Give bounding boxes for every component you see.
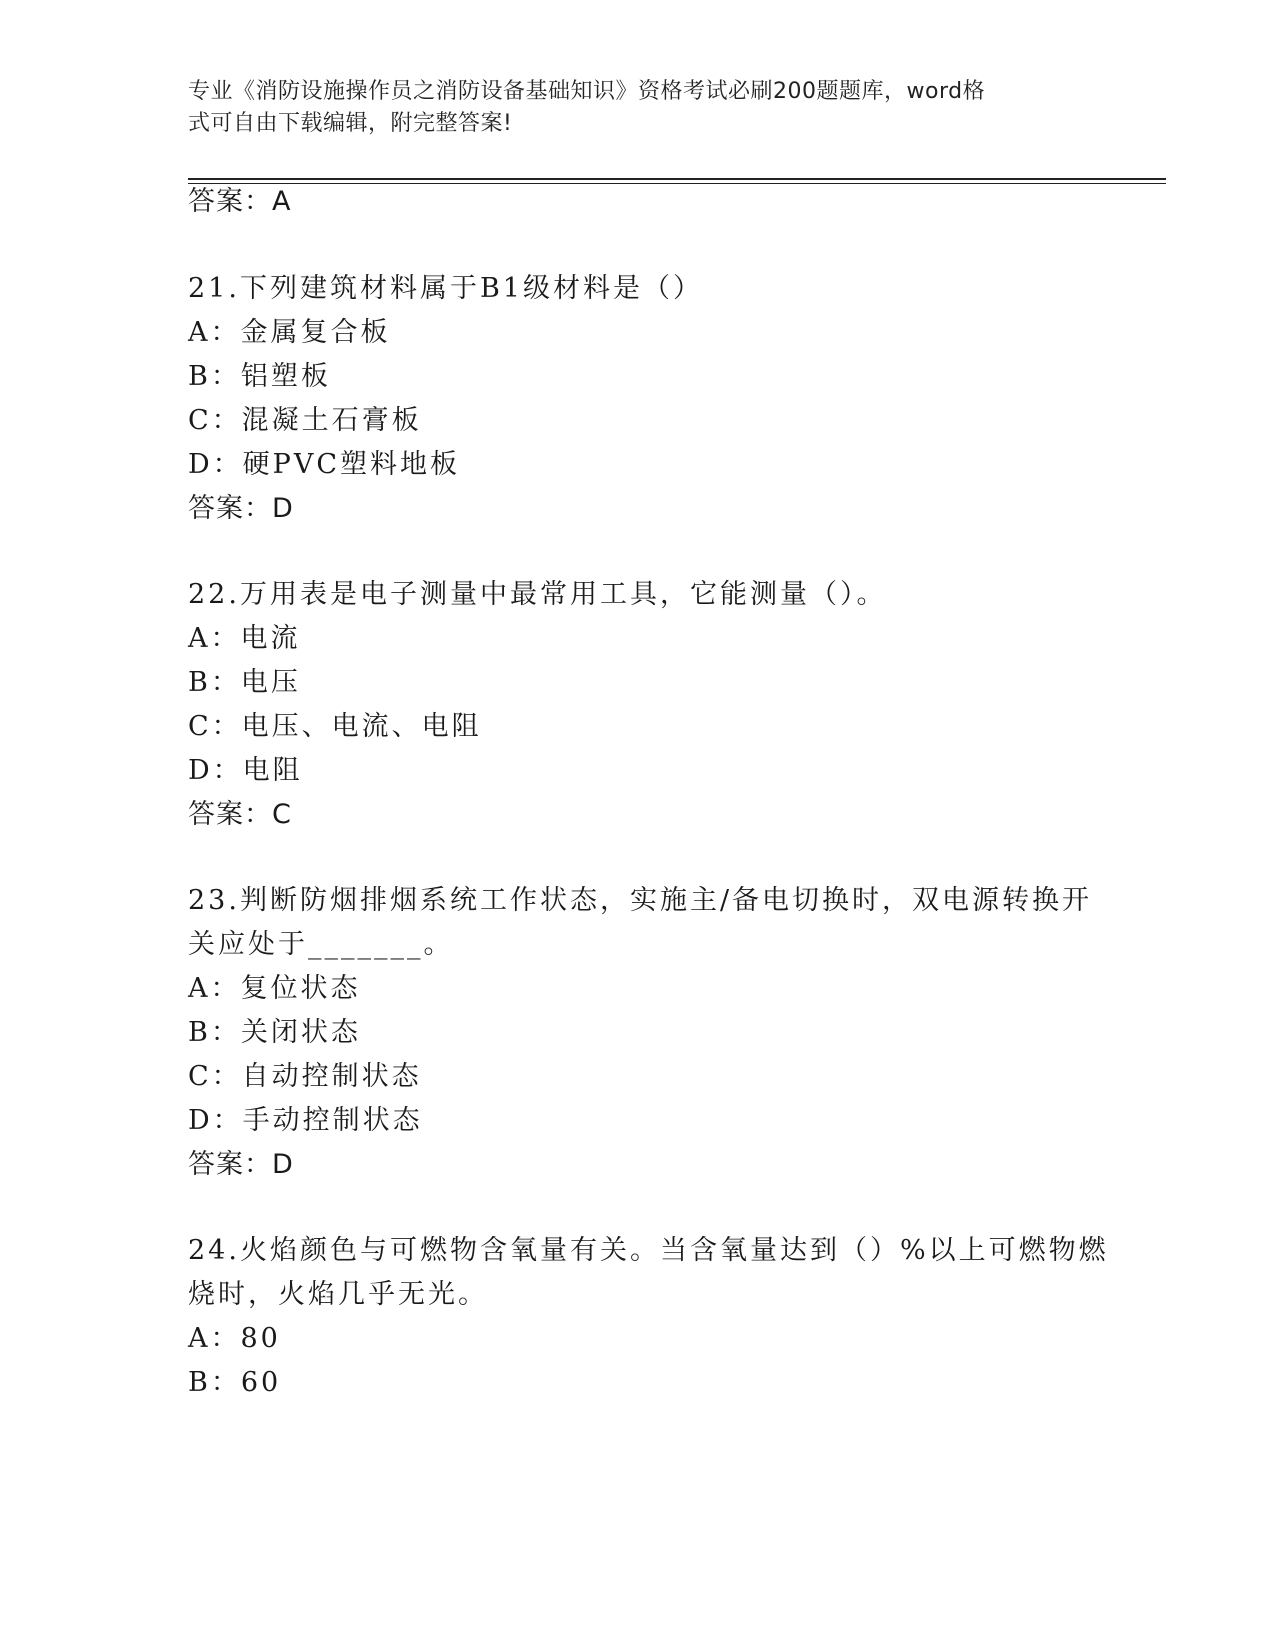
header-divider-thin: [188, 183, 1166, 184]
question-22-stem: 22.万用表是电子测量中最常用工具，它能测量（）。: [188, 579, 887, 610]
previous-answer: 答案：A: [188, 186, 292, 217]
question-22-option-a: A：电流: [188, 623, 301, 654]
question-24-stem-line-1: 24.火焰颜色与可燃物含氧量有关。当含氧量达到（）%以上可燃物燃: [188, 1235, 1109, 1266]
question-24-option-a: A：80: [188, 1323, 281, 1354]
question-22-option-b: B：电压: [188, 667, 301, 698]
question-23-option-b: B：关闭状态: [188, 1017, 361, 1048]
question-22-option-d: D：电阻: [188, 755, 303, 786]
question-23-stem-line-2: 关应处于_______。: [188, 929, 454, 960]
question-24-option-b: B：60: [188, 1367, 282, 1398]
question-22-option-c: C：电压、电流、电阻: [188, 711, 482, 742]
question-23-stem-line-1: 23.判断防烟排烟系统工作状态，实施主/备电切换时，双电源转换开: [188, 885, 1093, 916]
question-22-answer: 答案：C: [188, 799, 292, 830]
question-21-option-c: C：混凝土石膏板: [188, 405, 422, 436]
question-21-stem: 21.下列建筑材料属于B1级材料是（）: [188, 273, 703, 304]
question-21-option-a: A：金属复合板: [188, 317, 391, 348]
question-23-option-c: C：自动控制状态: [188, 1061, 422, 1092]
header-divider-thick: [188, 178, 1166, 180]
question-24-stem-line-2: 烧时，火焰几乎无光。: [188, 1279, 488, 1310]
question-23-option-d: D：手动控制状态: [188, 1105, 423, 1136]
document-header: [188, 76, 1068, 140]
question-23-option-a: A：复位状态: [188, 973, 361, 1004]
header-line-1: 专业《消防设施操作员之消防设备基础知识》资格考试必刷200题题库，word格: [188, 79, 986, 104]
question-23-answer: 答案：D: [188, 1149, 294, 1180]
question-21-option-b: B：铝塑板: [188, 361, 331, 392]
question-21-option-d: D：硬PVC塑料地板: [188, 449, 460, 480]
header-line-2: 式可自由下载编辑，附完整答案!: [188, 111, 513, 136]
question-21-answer: 答案：D: [188, 493, 294, 524]
